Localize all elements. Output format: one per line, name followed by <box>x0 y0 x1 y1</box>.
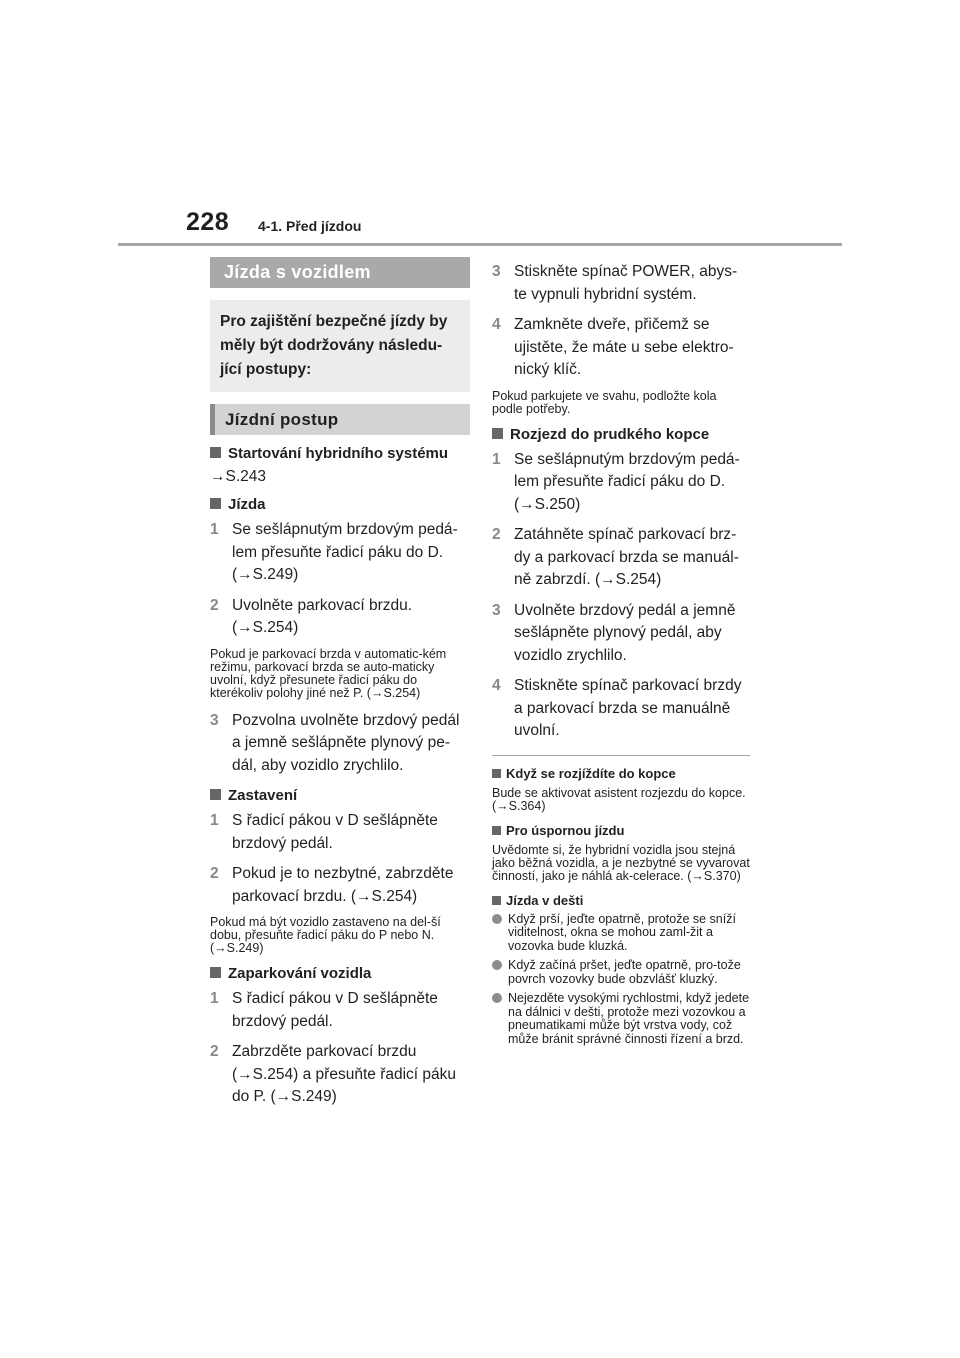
square-bullet-icon <box>492 428 503 439</box>
list-item: Nejezděte vysokými rychlostmi, když jedete na dálnici v dešti, protože mezi vozovkou a pneumatikami může být vrstva vody, což může bránit správné činnosti řízení a brzd. <box>492 992 750 1046</box>
circle-bullet-icon <box>492 960 502 970</box>
left-column <box>210 257 470 1117</box>
heading-driving: Jízda <box>210 496 470 513</box>
page-header <box>0 0 960 250</box>
square-bullet-icon <box>492 826 501 835</box>
list-item: Když prší, jeďte opatrně, protože se sníží viditelnost, okna se mohou zaml-žit a vozovka bude kluzká. <box>492 913 750 954</box>
subsection-title: Jízdní postup <box>210 404 470 435</box>
section-title: Jízda s vozidlem <box>210 257 470 288</box>
section-divider <box>492 755 750 756</box>
reference-link[interactable]: →S.243 <box>210 468 267 485</box>
circle-bullet-icon <box>492 993 502 1003</box>
heading-rain: Jízda v dešti <box>492 893 750 908</box>
heading-uphill: Když se rozjíždíte do kopce <box>492 766 750 781</box>
note-text: Pokud je parkovací brzda v automatic-kém režimu, parkovací brzda se auto-maticky uvolní, když přesunete řadicí páku do kterékoliv polohy jiné než P. (→S.254) <box>210 646 447 700</box>
page-number: 228 <box>186 208 230 236</box>
step-item: 1 S řadicí pákou v D sešlápněte brzdový pedál. <box>210 990 438 1030</box>
step-item: 4 Zamkněte dveře, přičemž se ujistěte, že máte u sebe elektro-nický klíč. <box>492 316 734 378</box>
heading-parking: Zaparkování vozidla <box>210 965 470 982</box>
square-bullet-icon <box>210 498 221 509</box>
header-rule <box>118 243 842 246</box>
note-text: Uvědomte si, že hybridní vozidla jsou stejná jako běžná vozidla, a je nezbytné se vyvarovat činností, jako je náhlá ak-celerace. (→S.370) <box>492 842 750 883</box>
square-bullet-icon <box>492 896 501 905</box>
step-item: 2 Zatáhněte spínač parkovací brz-dy a parkovací brzda se manuál-ně zabrzdí. (→S.254) <box>492 526 739 588</box>
square-bullet-icon <box>210 789 221 800</box>
heading-hill-start: Rozjezd do prudkého kopce <box>492 426 750 443</box>
circle-bullet-icon <box>492 914 502 924</box>
step-item: 1 Se sešlápnutým brzdovým pedá-lem přesuňte řadicí páku do D. (→S.249) <box>210 521 458 583</box>
step-item: 3 Pozvolna uvolněte brzdový pedál a jemně sešlápněte plynový pe-dál, aby vozidlo zrychlilo. <box>210 711 460 774</box>
step-item: 4 Stiskněte spínač parkovací brzdy a parkovací brzda se manuálně uvolní. <box>492 677 742 739</box>
intro-box: Pro zajištění bezpečné jízdy by měly být dodržovány následu-jící postupy: <box>210 300 470 392</box>
step-item: 3 Uvolněte brzdový pedál a jemně sešlápněte plynový pedál, aby vozidlo zrychlilo. <box>492 601 736 664</box>
step-item: 2 Uvolněte parkovací brzdu. (→S.254) <box>210 596 413 636</box>
square-bullet-icon <box>210 967 221 978</box>
square-bullet-icon <box>210 447 221 458</box>
note-text: Bude se aktivovat asistent rozjezdu do kopce. (→S.364) <box>492 785 746 813</box>
step-item: 3 Stiskněte spínač POWER, abys-te vypnuli hybridní systém. <box>492 263 738 303</box>
heading-eco: Pro úspornou jízdu <box>492 823 750 838</box>
chapter-title: 4-1. Před jízdou <box>258 218 362 234</box>
heading-stopping: Zastavení <box>210 787 470 804</box>
step-item: 1 Se sešlápnutým brzdovým pedá-lem přesuňte řadicí páku do D. (→S.250) <box>492 450 740 513</box>
step-item: 2 Pokud je to nezbytné, zabrzděte parkovací brzdu. (→S.254) <box>210 865 454 905</box>
right-column <box>492 257 750 1052</box>
square-bullet-icon <box>492 769 501 778</box>
heading-start: Startování hybridního systému <box>210 445 470 462</box>
step-item: 2 Zabrzděte parkovací brzdu (→S.254) a přesuňte řadicí páku do P. (→S.249) <box>210 1043 457 1105</box>
note-text: Pokud parkujete ve svahu, podložte kola podle potřeby. <box>492 388 717 416</box>
note-text: Pokud má být vozidlo zastaveno na del-ší dobu, přesuňte řadicí páku do P nebo N. (→S.249) <box>210 915 441 955</box>
step-item: 1 S řadicí pákou v D sešlápněte brzdový pedál. <box>210 812 438 852</box>
list-item: Když začíná pršet, jeďte opatrně, pro-tože povrch vozovky bude obzvlášť kluzký. <box>492 959 750 986</box>
